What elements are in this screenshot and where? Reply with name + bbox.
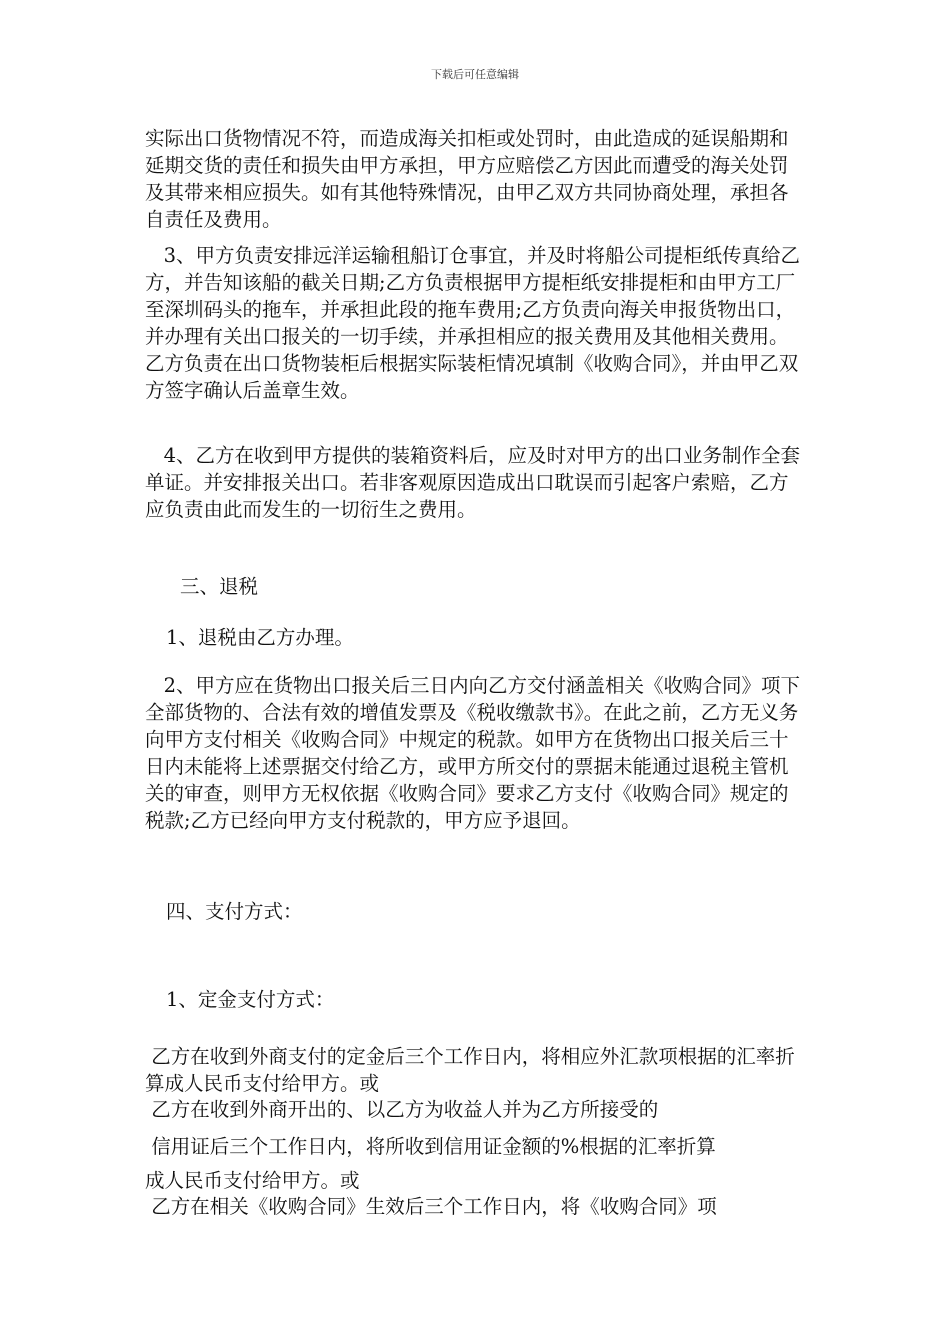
paragraph-clause-4: 4、乙方在收到甲方提供的装箱资料后，应及时对甲方的出口业务制作全套单证。并安排报关出口。若非客观原因造成出口耽误而引起客户索赔，乙方应负责由此而发生的一切衍生之费用。 bbox=[145, 444, 801, 521]
section-title-tax-refund: 三、退税 bbox=[180, 575, 259, 598]
page-header-note: 下载后可任意编辑 bbox=[431, 68, 519, 81]
paragraph-clause-3: 3、甲方负责安排远洋运输租船订仓事宜，并及时将船公司提柜纸传真给乙方，并告知该船的截关日期;乙方负责根据甲方提柜纸安排提柜和由甲方工厂至深圳码头的拖车，并承担此段的拖车费用;乙方负责向海关申报货物出口，并办理有关出口报关的一切手续，并承担相应的报关费用及其他相关费用。乙方负责在出口货物装柜后根据实际装柜情况填制《收购合同》，并由甲乙双方签字确认后盖章生效。 bbox=[145, 244, 801, 402]
paragraph-liability-continued: 实际出口货物情况不符，而造成海关扣柜或处罚时，由此造成的延误船期和延期交货的责任和损失由甲方承担，甲方应赔偿乙方因此而遭受的海关处罚及其带来相应损失。如有其他特殊情况，由甲乙双方共同协商处理，承担各自责任及费用。 bbox=[145, 127, 789, 231]
payment-deposit-text-2: 乙方在收到外商开出的、以乙方为收益人并为乙方所接受的 bbox=[145, 1098, 659, 1121]
tax-refund-item-2: 2、甲方应在货物出口报关后三日内向乙方交付涵盖相关《收购合同》项下全部货物的、合法有效的增值发票及《税收缴款书》。在此之前，乙方无义务向甲方支付相关《收购合同》中规定的税款。如甲方在货物出口报关后三十日内未能将上述票据交付给乙方，或甲方所交付的票据未能通过退税主管机关的审查，则甲方无权依据《收购合同》要求乙方支付《收购合同》规定的税款;乙方已经向甲方支付税款的，甲方应予退回。 bbox=[145, 674, 801, 832]
payment-deposit-text-5: 乙方在相关《收购合同》生效后三个工作日内，将《收购合同》项 bbox=[145, 1195, 717, 1218]
tax-refund-item-1: 1、退税由乙方办理。 bbox=[166, 626, 354, 649]
section-title-payment-method: 四、支付方式： bbox=[166, 900, 303, 923]
payment-deposit-text-1: 乙方在收到外商支付的定金后三个工作日内，将相应外汇款项根据的汇率折算成人民币支付给甲方。或 bbox=[145, 1045, 795, 1095]
payment-deposit-text-3: 信用证后三个工作日内，将所收到信用证金额的%根据的汇率折算 bbox=[145, 1135, 716, 1158]
payment-deposit-text-4: 成人民币支付给甲方。或 bbox=[145, 1169, 360, 1192]
payment-item-1-deposit: 1、定金支付方式： bbox=[166, 988, 335, 1011]
